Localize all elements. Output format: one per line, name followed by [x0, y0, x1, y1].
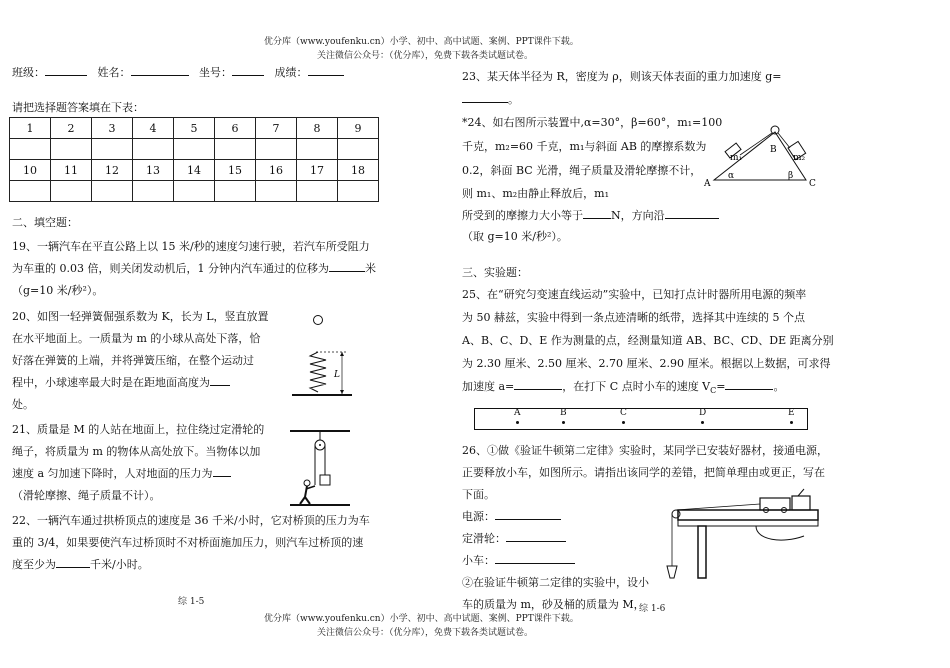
table-cell: 14	[174, 160, 215, 181]
q26-pulley-blank[interactable]	[506, 529, 566, 542]
q25-line-3: A、B、C、D、E 作为测量的点，经测量知道 AB、BC、CD、DE 距离分别	[462, 334, 834, 347]
answer-cell[interactable]	[174, 139, 215, 160]
q25-velocity-blank[interactable]	[725, 377, 773, 390]
q24-line-1: *24、如右图所示装置中,α=30°，β=60°，m₁=100	[462, 116, 723, 129]
table-cell: 3	[92, 118, 133, 139]
q23-answer-blank[interactable]	[462, 90, 508, 103]
q22-unit: 千米/小时。	[90, 558, 149, 571]
vertex-c-label: C	[809, 179, 816, 189]
vertex-b-label: B	[770, 145, 777, 155]
q26-power-label: 电源：	[462, 510, 495, 523]
footer-line-1: 优分库（www.youfenku.cn）小学、初中、高中试题、案例、PPT课件下载。	[264, 614, 579, 624]
q26-pulley-line	[462, 528, 566, 550]
answer-cell[interactable]	[133, 139, 174, 160]
q26-line-7: ②在验证牛顿第二定律的实验中，设小	[462, 576, 649, 589]
angle-beta-label: β	[788, 171, 794, 181]
q19-line-1: 19、一辆汽车在平直公路上以 15 米/秒的速度匀速行驶，若汽车所受阻力	[12, 240, 370, 253]
table-cell: 9	[338, 118, 379, 139]
answer-cell[interactable]	[256, 181, 297, 202]
q20-line-5: 处。	[12, 398, 34, 411]
q24-force-blank[interactable]	[583, 206, 611, 219]
section-2-title: 二、填空题：	[12, 216, 78, 229]
q26-line-2: 正要释放小车，如图所示。请指出该同学的差错，把简单理由或更正，写在	[462, 466, 825, 479]
ball-icon	[314, 316, 323, 325]
q25-period: 。	[773, 380, 785, 393]
mass-1-label: m₁	[730, 153, 743, 163]
section-3-title: 三、实验题：	[462, 266, 528, 279]
q24-line-3: 0.2，斜面 BC 光滑，绳子质量及滑轮摩擦不计，	[462, 164, 702, 177]
q24-text-a: 所受到的摩擦力大小等于	[462, 209, 583, 222]
class-label: 班级：	[12, 66, 45, 79]
answer-cell[interactable]	[92, 181, 133, 202]
string-to-cart	[676, 504, 760, 510]
q21-line-3	[12, 463, 231, 485]
tape-point-label: A	[514, 408, 521, 418]
q26-line-8: 车的质量为 m，砂及桶的质量为 M，	[462, 598, 645, 611]
name-blank[interactable]	[131, 63, 189, 76]
q24-text-b: N，方向沿	[611, 209, 665, 222]
page-number-left: 综 1-5	[178, 597, 205, 607]
tape-point-label: E	[788, 408, 795, 418]
tape-point-label: B	[560, 408, 567, 418]
q21-line-2: 绳子，将质量为 m 的物体从高处放下。当物体以加	[12, 445, 261, 458]
q20-answer-blank[interactable]	[210, 373, 230, 386]
incline-diagram	[700, 120, 820, 192]
q24-line-4: 则 m₁、m₂由静止释放后，m₁	[462, 187, 610, 200]
tape-point-label: C	[620, 408, 627, 418]
q23-line-2	[462, 89, 519, 111]
answer-cell[interactable]	[297, 139, 338, 160]
q19-line-2	[12, 258, 376, 280]
q23-period: 。	[508, 93, 519, 106]
answer-table	[9, 117, 379, 202]
page-number-right: 综 1-6	[639, 604, 666, 614]
answer-cell[interactable]	[10, 139, 51, 160]
tape-dot	[516, 421, 519, 424]
q26-line-3: 下面。	[462, 488, 495, 501]
table-cell: 12	[92, 160, 133, 181]
tape-point-label: D	[699, 408, 707, 418]
tape-dot	[562, 421, 565, 424]
table-cell: 11	[51, 160, 92, 181]
q26-line-1: 26、①做《验证牛顿第二定律》实验时，某同学已安装好器材，接通电源，	[462, 444, 828, 457]
table-cell: 4	[133, 118, 174, 139]
q26-cart-blank[interactable]	[495, 551, 575, 564]
score-label: 成绩：	[274, 66, 308, 79]
q19-unit: 米	[364, 262, 376, 275]
seat-label: 坐号：	[199, 66, 232, 79]
spring-icon	[310, 352, 326, 392]
mass-2-label: m₂	[793, 153, 806, 163]
answer-instruction: 请把选择题答案填在下表：	[12, 101, 144, 114]
class-blank[interactable]	[45, 63, 87, 76]
name-label: 姓名：	[97, 66, 131, 79]
q21-text: 速度 a 匀加速下降时，人对地面的压力为	[12, 467, 213, 480]
answer-cell[interactable]	[10, 181, 51, 202]
q25-equals: =	[716, 380, 726, 393]
q26-power-blank[interactable]	[495, 507, 561, 520]
answer-cell[interactable]	[92, 139, 133, 160]
q25-velocity-label: ，在打下 C 点时小车的速度 V	[562, 380, 711, 393]
q20-line-2: 在水平地面上。一质量为 m 的小球从高处下落，恰	[12, 332, 261, 345]
q20-line-3: 好落在弹簧的上端，并将弹簧压缩，在整个运动过	[12, 354, 254, 367]
table-cell: 17	[297, 160, 338, 181]
sand-bucket-icon	[667, 566, 677, 578]
q25-accel-label: 加速度 a=	[462, 380, 515, 393]
apparatus-diagram	[664, 492, 824, 592]
q19-line-3: （g=10 米/秒²）。	[12, 284, 104, 297]
table-cell: 10	[10, 160, 51, 181]
answer-cell[interactable]	[297, 181, 338, 202]
answer-cell[interactable]	[51, 181, 92, 202]
q25-line-4: 为 2.30 厘米、2.50 厘米、2.70 厘米、2.90 厘米。根据以上数据，可求得	[462, 357, 831, 370]
tape-dot	[622, 421, 625, 424]
angle-alpha-label: α	[728, 171, 735, 181]
q22-line-3	[12, 554, 149, 576]
answer-table-row	[10, 139, 379, 160]
answer-cell[interactable]	[133, 181, 174, 202]
table-cell: 15	[215, 160, 256, 181]
q22-line-1: 22、一辆汽车通过拱桥顶点的速度是 36 千米/小时，它对桥顶的压力为车	[12, 514, 370, 527]
answer-table-row	[10, 118, 379, 139]
q25-line-5	[462, 376, 784, 402]
answer-cell[interactable]	[338, 139, 379, 160]
header-line-2: 关注微信公众号：（优分库），免费下载各类试题试卷。	[317, 51, 534, 61]
q25-line-1: 25、在“研究匀变速直线运动”实验中，已知打点计时器所用电源的频率	[462, 288, 807, 301]
table-cell: 1	[10, 118, 51, 139]
score-blank[interactable]	[308, 63, 344, 76]
q21-line-4: （滑轮摩擦、绳子质量不计）。	[12, 489, 161, 502]
q26-power-line	[462, 506, 561, 528]
answer-cell[interactable]	[215, 181, 256, 202]
q25-accel-blank[interactable]	[514, 377, 562, 390]
tape-dot	[790, 421, 793, 424]
answer-cell[interactable]	[256, 139, 297, 160]
seat-blank[interactable]	[232, 63, 264, 76]
answer-cell[interactable]	[215, 139, 256, 160]
q20-line-4	[12, 372, 230, 394]
tape-dot	[701, 421, 704, 424]
ticker-tape	[474, 408, 808, 430]
table-cell: 2	[51, 118, 92, 139]
header-line-1: 优分库（www.youfenku.cn）小学、初中、高中试题、案例、PPT课件下载。	[264, 37, 579, 47]
table-leg	[698, 526, 706, 578]
answer-cell[interactable]	[174, 181, 215, 202]
spring-diagram	[290, 310, 360, 400]
q20-line-1: 20、如图一轻弹簧倔强系数为 K，长为 L，竖直放置	[12, 310, 269, 323]
q19-answer-blank[interactable]	[329, 259, 365, 272]
q24-line-6: （取 g=10 米/秒²）。	[462, 230, 568, 243]
q26-pulley-label: 定滑轮：	[462, 532, 506, 545]
table-cell: 18	[338, 160, 379, 181]
q21-line-1: 21、质量是 M 的人站在地面上，拉住绕过定滑轮的	[12, 423, 265, 436]
q19-text: 为车重的 0.03 倍，则关闭发动机后，1 分钟内汽车通过的位移为	[12, 262, 329, 275]
table-cell: 6	[215, 118, 256, 139]
pulley-icon	[672, 510, 680, 518]
vertex-a-label: A	[704, 179, 711, 189]
q26-cart-line	[462, 550, 575, 572]
table-cell: 5	[174, 118, 215, 139]
table-cell: 7	[256, 118, 297, 139]
footer-line-2: 关注微信公众号：（优分库），免费下载各类试题试卷。	[317, 628, 534, 638]
answer-table-row	[10, 181, 379, 202]
answer-cell[interactable]	[51, 139, 92, 160]
table-top	[678, 520, 818, 526]
q23-line-1: 23、某天体半径为 R，密度为 ρ，则该天体表面的重力加速度 g=	[462, 70, 782, 83]
length-label: L	[334, 370, 340, 380]
pulley-person-diagram	[290, 425, 360, 510]
table-cell: 8	[297, 118, 338, 139]
student-info-line	[12, 62, 344, 84]
q24-direction-blank[interactable]	[665, 206, 719, 219]
table-cell: 13	[133, 160, 174, 181]
q20-text: 程中，小球速率最大时是在距地面高度为	[12, 376, 210, 389]
power-cord	[756, 526, 804, 540]
rope-left	[740, 133, 772, 155]
q24-line-5	[462, 205, 719, 227]
person-icon	[304, 480, 310, 486]
q21-answer-blank[interactable]	[213, 464, 231, 477]
block-icon	[320, 475, 330, 485]
q24-line-2: 千克，m₂=60 千克，m₁与斜面 AB 的摩擦系数为	[462, 140, 707, 153]
q22-text: 度至少为	[12, 558, 56, 571]
timer-icon	[792, 496, 810, 510]
answer-table-row	[10, 160, 379, 181]
answer-cell[interactable]	[338, 181, 379, 202]
q26-cart-label: 小车：	[462, 554, 495, 567]
table-cell: 16	[256, 160, 297, 181]
q25-subscript: C	[710, 386, 717, 396]
q22-answer-blank[interactable]	[56, 555, 90, 568]
track-board	[678, 510, 818, 520]
q22-line-2: 重的 3/4，如果要使汽车过桥顶时不对桥面施加压力，则汽车过桥顶的速	[12, 536, 364, 549]
q25-line-2: 为 50 赫兹，实验中得到一条点迹清晰的纸带，选择其中连续的 5 个点	[462, 311, 805, 324]
